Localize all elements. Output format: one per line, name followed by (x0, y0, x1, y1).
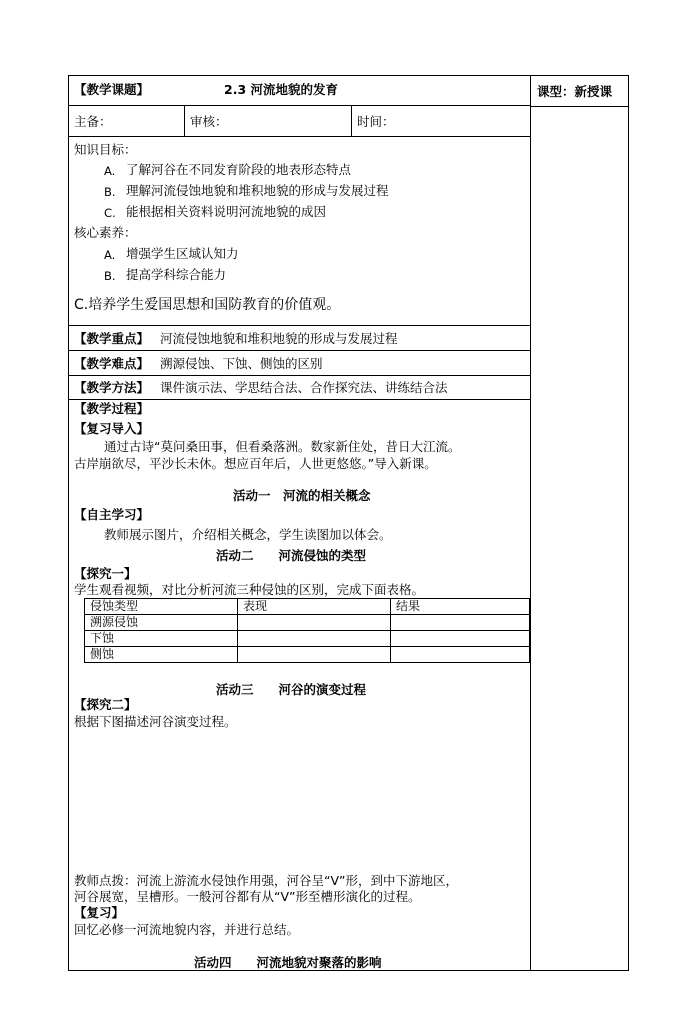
lesson-type: 课型：新授课 (537, 84, 613, 99)
table-header-cell: 表现 (238, 599, 391, 615)
methods-text: 课件演示法、学思结合法、合作探究法、讲练结合法 (160, 380, 448, 395)
self-study-text: 教师展示图片，介绍相关概念，学生读图加以体会。 (104, 527, 392, 542)
key-points-text: 河流侵蚀地貌和堆积地貌的形成与发展过程 (160, 331, 398, 346)
row-divider-keypoints (68, 350, 530, 351)
meta-divider-2 (351, 105, 352, 136)
review-intro-label: 【复习导入】 (74, 421, 150, 436)
table-row (85, 615, 530, 631)
activity1-title: 活动一 河流的相关概念 (233, 488, 371, 503)
review-intro-line2: 古岸崩欲尽，平沙长未休。想应百年后，人世更悠悠。”导入新课。 (74, 456, 437, 471)
erosion-type-table (84, 598, 530, 663)
explore2-label: 【探究二】 (74, 697, 137, 712)
review-label: 【复习】 (74, 905, 125, 920)
table-cell: 下蚀 (85, 631, 238, 647)
table-cell (238, 615, 391, 631)
core-item-marker: B. (104, 269, 116, 283)
key-points-label: 【教学重点】 (74, 331, 150, 346)
knowledge-item-marker: A. (104, 164, 116, 178)
activity2-title: 活动二 河流侵蚀的类型 (216, 548, 367, 563)
table-cell (238, 631, 391, 647)
row-divider-methods (68, 399, 530, 400)
process-label: 【教学过程】 (74, 401, 150, 416)
activity3-title: 活动三 河谷的演变过程 (216, 682, 367, 697)
review-intro-line1: 通过古诗“莫问桑田事，但看桑落洲。数家新住处，昔日大江流。 (104, 439, 461, 454)
knowledge-item-marker: C. (104, 206, 116, 220)
reviewer-field: 审核： (190, 114, 228, 129)
difficulties-text: 溯源侵蚀、下蚀、侧蚀的区别 (160, 356, 323, 371)
row-divider-objectives (68, 325, 530, 326)
table-cell (391, 615, 530, 631)
lesson-type-divider (530, 106, 628, 107)
table-cell (238, 647, 391, 663)
table-row (85, 631, 530, 647)
knowledge-item-marker: B. (104, 185, 116, 199)
core-item-text: 提高学科综合能力 (126, 267, 227, 282)
table-cell (391, 647, 530, 663)
course-title: 2.3 河流地貌的发育 (224, 82, 338, 97)
core-item-c: C.培养学生爱国思想和国防教育的价值观。 (74, 297, 341, 313)
table-top-border (68, 75, 628, 76)
table-left-border (68, 75, 69, 971)
activity4-title: 活动四 河流地貌对聚落的影响 (194, 955, 382, 970)
self-study-label: 【自主学习】 (74, 507, 150, 522)
row-divider-meta (68, 136, 530, 137)
table-cell: 溯源侵蚀 (85, 615, 238, 631)
row-divider-difficulties (68, 375, 530, 376)
row-divider-header (68, 105, 530, 106)
teacher-note-line1: 教师点拨：河流上游流水侵蚀作用强，河谷呈“V”形，到中下游地区， (74, 873, 459, 888)
meta-divider-1 (184, 105, 185, 136)
teacher-note-line2: 河谷展宽，呈槽形。一般河谷都有从“V”形至槽形演化的过程。 (74, 889, 421, 904)
explore1-label: 【探究一】 (74, 566, 137, 581)
knowledge-item-text: 能根据相关资料说明河流地貌的成因 (126, 204, 327, 219)
explore1-text: 学生观看视频，对比分析河流三种侵蚀的区别，完成下面表格。 (74, 582, 425, 597)
difficulties-label: 【教学难点】 (74, 356, 150, 371)
table-header-cell: 侵蚀类型 (85, 599, 238, 615)
review-text: 回忆必修一河流地貌内容，并进行总结。 (74, 922, 300, 937)
core-item-marker: A. (104, 248, 116, 262)
table-right-border (628, 75, 629, 971)
core-literacy-label: 核心素养： (74, 225, 137, 240)
course-title-label: 【教学课题】 (74, 82, 150, 97)
table-row (85, 647, 530, 663)
table-cell (391, 631, 530, 647)
methods-label: 【教学方法】 (74, 380, 150, 395)
table-cell: 侧蚀 (85, 647, 238, 663)
table-header-cell: 结果 (391, 599, 530, 615)
table-mid-border (530, 75, 531, 971)
preparer-field: 主备： (74, 114, 112, 129)
explore2-text: 根据下图描述河谷演变过程。 (74, 714, 237, 729)
time-field: 时间： (357, 114, 395, 129)
knowledge-item-text: 了解河谷在不同发育阶段的地表形态特点 (126, 162, 352, 177)
table-header-row (85, 599, 530, 615)
knowledge-item-text: 理解河流侵蚀地貌和堆积地貌的形成与发展过程 (126, 183, 389, 198)
knowledge-objectives-label: 知识目标： (74, 142, 137, 157)
core-item-text: 增强学生区域认知力 (126, 246, 239, 261)
